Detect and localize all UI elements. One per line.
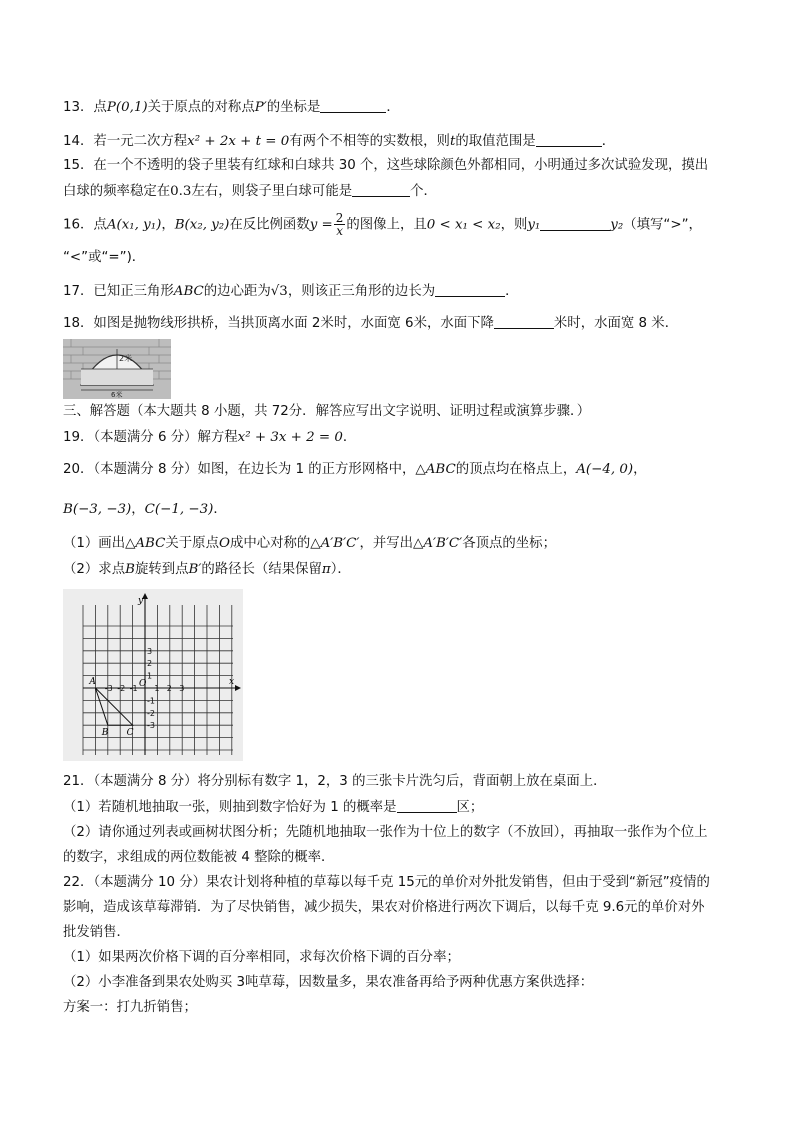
arch-width-label: 6米	[111, 391, 123, 399]
question-13: 13．点P(0,1)关于原点的对称点P′的坐标是 ．	[63, 100, 400, 115]
answer-blank[interactable]	[435, 282, 505, 297]
y-tick-label: 3	[147, 646, 153, 656]
question-22-line-2: 影响，造成该草莓滞销．为了尽快销售，减少损失，果农对价格进行两次下调后，以每千克 9.6元的单价对外	[63, 900, 705, 915]
answer-blank[interactable]	[352, 182, 410, 197]
question-22-line-1: 22．（本题满分 10 分）果农计划将种植的草莓以每千克 15元的单价对外批发销售，但由于受到“新冠”疫情的	[63, 875, 710, 890]
answer-blank[interactable]	[536, 132, 602, 147]
coordinate-grid-figure	[63, 589, 243, 761]
question-21-part-1: （1）若随机地抽取一张，则抽到数字恰好为 1 的概率是 区；	[63, 800, 484, 815]
x-tick-label: -2	[117, 684, 126, 693]
question-19: 19．（本题满分 6 分）解方程x² + 3x + 2 = 0．	[63, 430, 357, 445]
answer-blank[interactable]	[540, 216, 610, 231]
y-tick-label: -3	[147, 721, 155, 731]
origin-label: O	[139, 679, 147, 689]
x-tick-label: 1	[154, 684, 160, 693]
question-21: 21．（本题满分 8 分）将分别标有数字 1，2，3 的三张卡片洗匀后，背面朝上放在桌面上．	[63, 774, 607, 789]
y-axis-label: y	[138, 596, 144, 606]
question-16-line-1: 16．点A(x₁, y₁)，B(x₂, y₂)在反比例函数y = $\frac{2}{x}$ 的图像上，且0 < x₁ < x₂，则y₁ y₂（填写“>”，	[63, 211, 702, 238]
section-3-heading: 三、解答题（本大题共 8 小题，共 72分．解答应写出文字说明、证明过程或演算步骤．）	[63, 404, 591, 419]
question-20-part-2: （2）求点B旋转到点B′的路径长（结果保留π）．	[63, 562, 351, 577]
x-tick-label: 3	[179, 684, 185, 693]
answer-blank[interactable]	[494, 314, 554, 329]
question-21-part-2: （2）请你通过列表或画树状图分析；先随机地抽取一张作为十位上的数字（不放回），再抽取一张作为个位上	[63, 825, 708, 840]
question-20-line-2: B(−3, −3)，C(−1, −3)．	[63, 502, 227, 517]
x-tick-label: -3	[104, 684, 113, 693]
x-axis-label: x	[229, 677, 235, 687]
x-tick-label: -1	[129, 684, 138, 693]
answer-blank[interactable]	[320, 98, 386, 113]
question-22-scheme-1: 方案一：打九折销售；	[63, 1000, 197, 1015]
y-tick-label: 1	[147, 671, 153, 681]
question-21-part-2-cont: 的数字，求组成的两位数能被 4 整除的概率．	[63, 850, 335, 865]
question-16-line-2: “<”或“=”)．	[63, 250, 146, 265]
question-20-line-1: 20．（本题满分 8 分）如图，在边长为 1 的正方形网格中，△ABC的顶点均在格点上，A(−4, 0)，	[63, 462, 647, 477]
y-tick-label: -2	[147, 708, 155, 718]
answer-blank[interactable]	[397, 798, 457, 813]
vertex-a-label: A	[89, 677, 96, 687]
y-tick-label: 2	[147, 659, 153, 669]
question-20-part-1: （1）画出△ABC关于原点O成中心对称的△A′B′C′，并写出△A′B′C′各顶点的坐标；	[63, 536, 556, 551]
question-22-part-2: （2）小李准备到果农处购买 3吨草莓，因数量多，果农准备再给予两种优惠方案供选择：	[63, 975, 594, 990]
vertex-b-label: B	[101, 728, 109, 739]
question-17: 17．已知正三角形ABC的边心距为√3，则该正三角形的边长为 ．	[63, 284, 519, 299]
question-22-part-1: （1）如果两次价格下调的百分率相同，求每次价格下调的百分率；	[63, 950, 460, 965]
x-tick-label: 2	[166, 684, 172, 693]
y-tick-label: -1	[147, 696, 155, 706]
question-22-line-3: 批发销售．	[63, 925, 130, 940]
fraction: $\frac{2}{x}$	[335, 211, 344, 238]
question-15-line-1: 15．在一个不透明的袋子里装有红球和白球共 30 个，这些球除颜色外都相同，小明通过多次试验发现，摸出	[63, 158, 709, 173]
arch-height-label: 2米	[119, 354, 133, 363]
question-18: 18．如图是抛物线形拱桥，当拱顶离水面 2米时，水面宽 6米，水面下降 米时，水面宽 8 米．	[63, 316, 679, 331]
vertex-c-label: C	[126, 728, 134, 739]
question-15-line-2: 白球的频率稳定在0.3左右，则袋子里白球可能是 个．	[63, 184, 437, 199]
question-14: 14．若一元二次方程x² + 2x + t = 0有两个不相等的实数根，则t的取值范围是 ．	[63, 134, 616, 149]
arch-bridge-figure	[63, 339, 171, 399]
